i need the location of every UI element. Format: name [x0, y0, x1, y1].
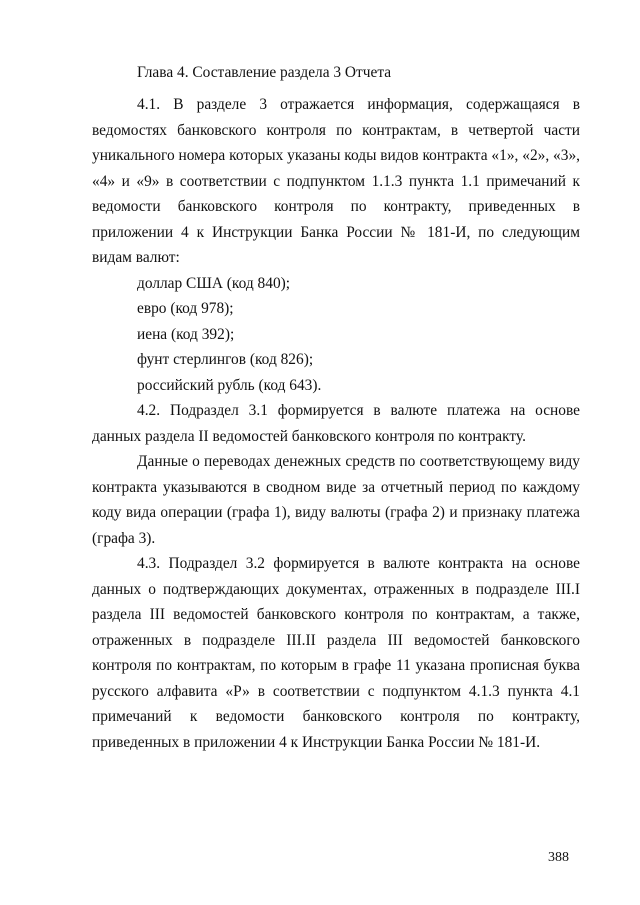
currency-item-eur: евро (код 978);: [137, 300, 234, 317]
currency-item-rub: российский рубль (код 643).: [137, 376, 322, 394]
currency-item-usd: доллар США (код 840);: [137, 274, 291, 292]
currency-item-jpy: иена (код 392);: [137, 325, 235, 343]
paragraph-4-1: 4.1. В разделе 3 отражается информация, содержащаяся в ведомостях банковского контроля по контрактам, в четвертой части уникального номера которых указаны коды видов контракта «1», «2», «3», «4» и «9» в соответствии с подпунктом 1.1.3 пункта 1.1 примечаний к ведомости банковского контроля по контракту, приведенных в приложении 4 к Инструкции Банка России № 181-И, по следующим видам валют:: [92, 96, 580, 266]
document-body: [92, 92, 580, 755]
currency-item-gbp: фунт стерлингов (код 826);: [137, 351, 314, 368]
page-number: 388: [548, 850, 569, 865]
paragraph-4-3: 4.3. Подраздел 3.2 формируется в валюте контракта на основе данных о подтверждающих документах, отраженных в подразделе III.I раздела III ведомостей банковского контроля по контрактам, а также, отраженных в подразделе III.II раздела III ведомостей банковского контроля по контрактам, по которым в графе 11 указана прописная буква русского алфавита «Р» в соответствии с подпунктом 4.1.3 пункта 4.1 примечаний к ведомости банковского контроля по контракту, приведенных в приложении 4 к Инструкции Банка России № 181-И.: [92, 555, 580, 751]
chapter-heading: Глава 4. Составление раздела 3 Отчета: [137, 64, 392, 81]
paragraph-transfers: Данные о переводах денежных средств по соответствующему виду контракта указываются в сводном виде за отчетный период по каждому коду вида операции (графа 1), виду валюты (графа 2) и признаку платежа (графа 3).: [92, 453, 580, 547]
paragraph-4-2: 4.2. Подраздел 3.1 формируется в валюте платежа на основе данных раздела II ведомостей банковского контроля по контракту.: [92, 402, 580, 445]
